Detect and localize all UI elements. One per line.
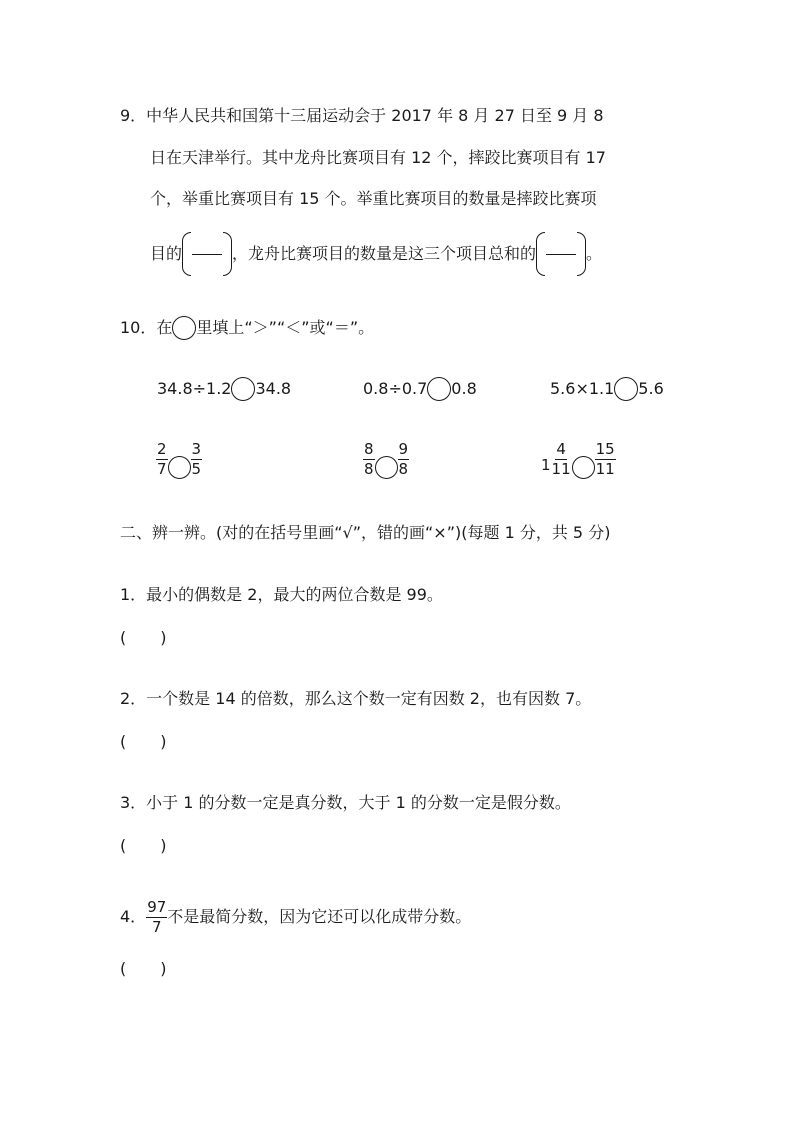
answer-paren-1[interactable]: ( ) <box>120 628 167 647</box>
compare-circle-1[interactable] <box>231 377 255 401</box>
q10-compare-2 <box>363 376 477 402</box>
q10-compare-6 <box>541 438 616 480</box>
answer-paren-2[interactable]: ( ) <box>120 732 167 751</box>
compare-circle-5[interactable] <box>375 456 398 479</box>
q10-compare-1 <box>157 376 291 402</box>
q9-fraction-blank-1[interactable] <box>182 232 232 276</box>
q9-line-3: 个，举重比赛项目有 15 个。举重比赛项目的数量是摔跤比赛项 <box>150 189 597 208</box>
compare-circle-6[interactable] <box>572 456 595 479</box>
q9-fraction-blank-2[interactable] <box>536 232 586 276</box>
compare-left: 34.8÷1.2 <box>157 379 232 398</box>
q9-line-4-b: ，龙舟比赛项目的数量是这三个项目总和的 <box>232 244 537 263</box>
compare-circle-3[interactable] <box>614 377 638 401</box>
q10-prefix: 10．在 <box>120 318 173 337</box>
fraction-left: $\frac{8}{8}$ <box>364 439 374 478</box>
compare-right: 34.8 <box>255 379 292 398</box>
tf-item-4-prefix: 4． <box>120 907 147 926</box>
answer-paren-4[interactable]: ( ) <box>120 959 167 978</box>
compare-circle-2[interactable] <box>427 377 451 401</box>
tf-item-4-text: 不是最简分数，因为它还可以化成带分数。 <box>167 907 472 926</box>
fraction-left: $\frac{2}{7}$ <box>157 439 167 478</box>
circle-icon <box>172 316 196 340</box>
q9-line-4-c: 。 <box>586 244 603 263</box>
compare-left: 5.6×1.1 <box>550 379 615 398</box>
q9-line-1: 9．中华人民共和国第十三届运动会于 2017 年 8 月 27 日至 9 月 8 <box>120 106 604 125</box>
answer-paren-3[interactable]: ( ) <box>120 836 167 855</box>
fraction-97-7: $\frac{97}{7}$ <box>147 897 167 936</box>
fraction-right: $\frac{15}{11}$ <box>595 439 615 478</box>
fraction-right: $\frac{3}{5}$ <box>191 439 202 478</box>
compare-left: 0.8÷0.7 <box>363 379 428 398</box>
q9-line-4-a: 目的 <box>150 244 183 263</box>
q10-instruction <box>120 315 374 341</box>
compare-circle-4[interactable] <box>168 456 191 479</box>
fraction-right: $\frac{9}{8}$ <box>398 439 409 478</box>
q10-suffix: 里填上“＞”“＜”或“＝”。 <box>196 318 375 337</box>
mixed-whole: 1 <box>541 456 551 474</box>
fraction-left: $\frac{4}{11}$ <box>551 439 571 478</box>
q10-compare-3 <box>550 376 664 402</box>
q9-line-2: 日在天津举行。其中龙舟比赛项目有 12 个，摔跤比赛项目有 17 <box>150 148 606 167</box>
q10-compare-5 <box>363 438 409 480</box>
compare-right: 5.6 <box>638 379 664 398</box>
tf-item-3: 3．小于 1 的分数一定是真分数，大于 1 的分数一定是假分数。 <box>120 793 571 812</box>
q10-compare-4 <box>156 438 202 480</box>
tf-item-1: 1．最小的偶数是 2，最大的两位合数是 99。 <box>120 585 443 604</box>
q9-line-4 <box>150 232 602 276</box>
tf-item-2: 2．一个数是 14 的倍数，那么这个数一定有因数 2，也有因数 7。 <box>120 689 592 708</box>
tf-item-4 <box>120 895 471 939</box>
compare-right: 0.8 <box>451 379 477 398</box>
section-2-heading: 二、辨一辨。(对的在括号里画“√”，错的画“×”)(每题 1 分，共 5 分) <box>120 523 611 542</box>
